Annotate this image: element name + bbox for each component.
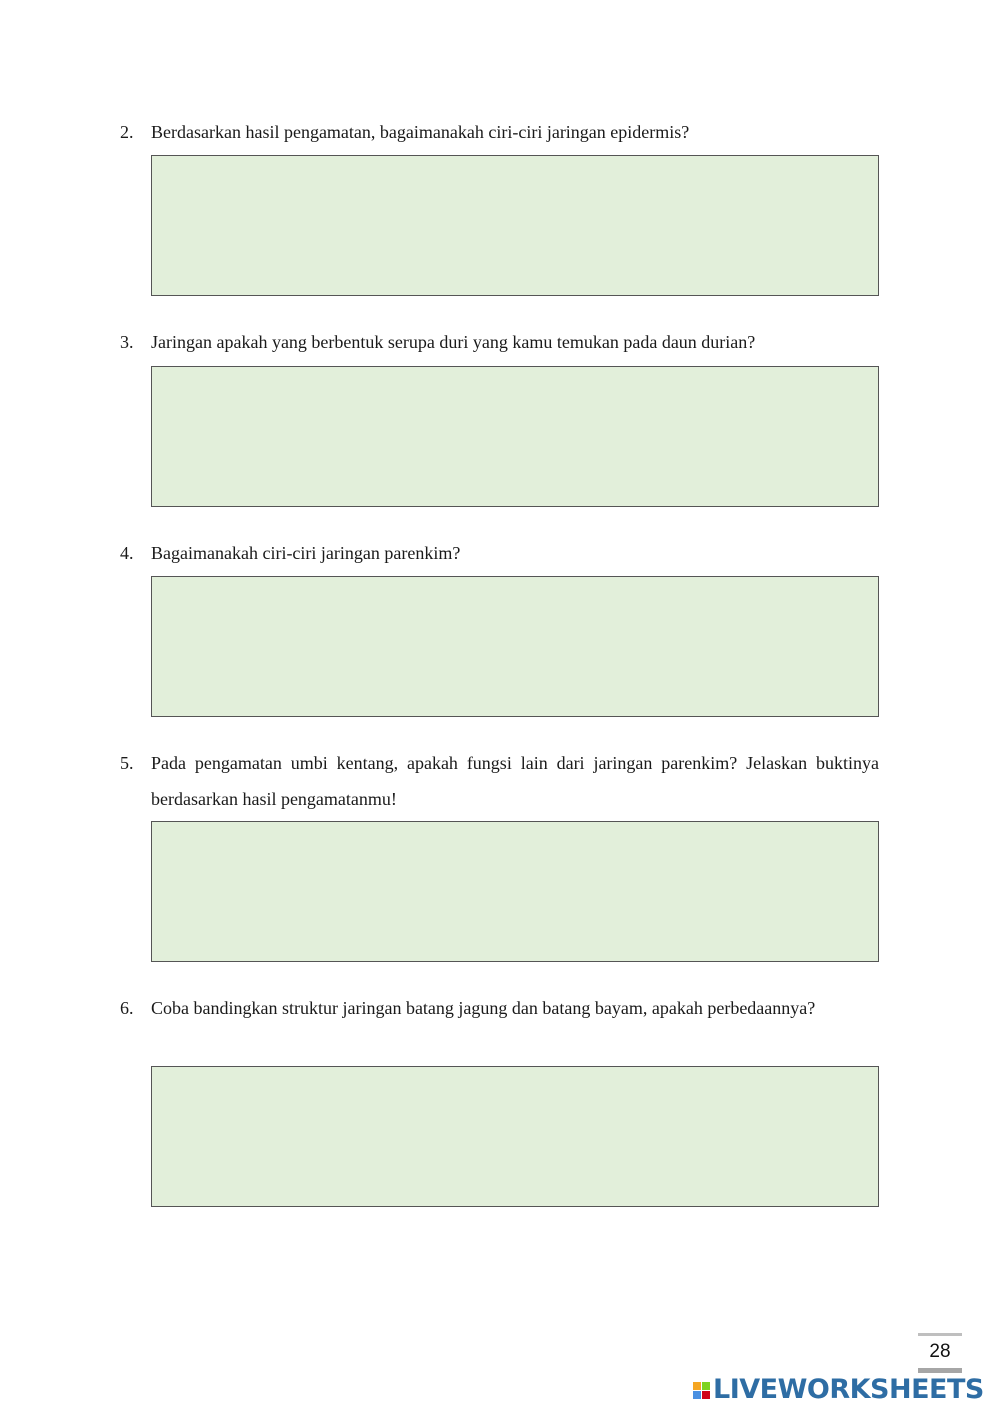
- question-number: 2.: [120, 122, 134, 142]
- page-number-rule: [918, 1368, 962, 1373]
- logo-square: [693, 1382, 701, 1390]
- answer-box-3[interactable]: [151, 366, 879, 507]
- logo-square: [702, 1382, 710, 1390]
- question-text: Berdasarkan hasil pengamatan, bagaimanakah ciri-ciri jaringan epidermis?: [151, 122, 690, 142]
- page-number: 28: [929, 1341, 951, 1362]
- question-number: 4.: [120, 543, 134, 563]
- logo-square: [693, 1391, 701, 1399]
- answer-box-6[interactable]: [151, 1066, 879, 1207]
- question-2: [120, 114, 879, 150]
- logo-square: [702, 1391, 710, 1399]
- answer-box-5[interactable]: [151, 821, 879, 962]
- question-6: [120, 990, 879, 1026]
- question-text: Bagaimanakah ciri-ciri jaringan parenkim?: [151, 543, 461, 563]
- question-number: 3.: [120, 332, 134, 352]
- liveworksheets-icon: [693, 1382, 710, 1399]
- page-number-block: [918, 1333, 962, 1373]
- answer-box-4[interactable]: [151, 576, 879, 717]
- question-5: [120, 745, 879, 817]
- liveworksheets-logo: [693, 1376, 984, 1404]
- question-number: 5.: [120, 753, 134, 773]
- question-3: [120, 324, 879, 360]
- question-number: 6.: [120, 998, 134, 1018]
- question-4: [120, 535, 879, 571]
- question-text: Jaringan apakah yang berbentuk serupa duri yang kamu temukan pada daun durian?: [151, 332, 756, 352]
- answer-box-2[interactable]: [151, 155, 879, 296]
- question-text: Pada pengamatan umbi kentang, apakah fungsi lain dari jaringan parenkim? Jelaskan buktinya berdasarkan hasil pengamatanmu!: [151, 753, 879, 809]
- brand-name: LIVEWORKSHEETS: [713, 1374, 984, 1405]
- question-text: Coba bandingkan struktur jaringan batang jagung dan batang bayam, apakah perbedaannya?: [151, 998, 816, 1018]
